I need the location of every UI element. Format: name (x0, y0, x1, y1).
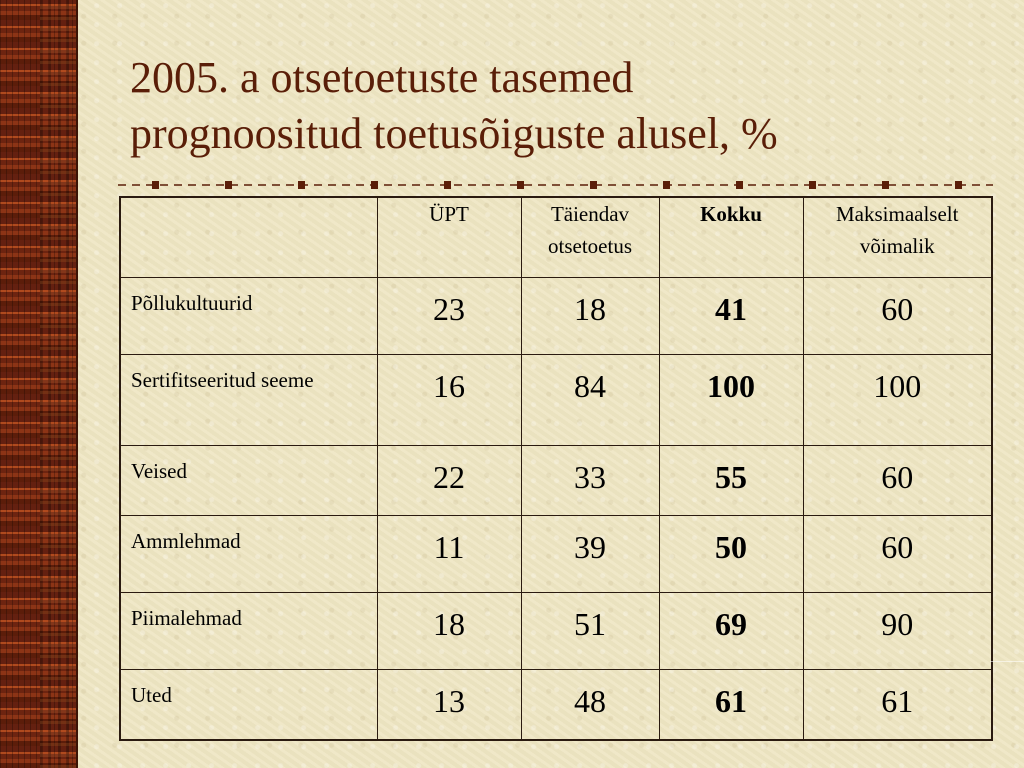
cell-kokku: 50 (659, 516, 803, 593)
side-band-texture (40, 0, 76, 768)
row-label: Sertifitseeritud seeme (120, 355, 377, 446)
cell-kokku: 69 (659, 593, 803, 670)
cell-upt: 13 (377, 670, 521, 741)
table-header-row (120, 197, 992, 278)
title-line-1: 2005. a otsetoetuste tasemed (130, 53, 634, 102)
table-row (120, 278, 992, 355)
table-row (120, 516, 992, 593)
slide-title (130, 50, 990, 162)
table-row (120, 670, 992, 741)
cell-max: 61 (803, 670, 992, 741)
divider-marker (444, 181, 451, 189)
header-kokku: Kokku (659, 197, 803, 278)
row-label: Piimalehmad (120, 593, 377, 670)
header-maksimaalselt: Maksimaalselt võimalik (803, 197, 992, 278)
divider-marker (298, 181, 305, 189)
cell-max: 90 (803, 593, 992, 670)
cell-upt: 16 (377, 355, 521, 446)
cell-max: 60 (803, 446, 992, 516)
cell-taiendav: 51 (521, 593, 659, 670)
divider-marker (517, 181, 524, 189)
divider-marker (882, 181, 889, 189)
table-row (120, 355, 992, 446)
cell-max: 60 (803, 516, 992, 593)
table-row (120, 446, 992, 516)
decorative-side-band (0, 0, 78, 768)
decorative-line (990, 661, 1024, 662)
cell-taiendav: 39 (521, 516, 659, 593)
divider-marker (371, 181, 378, 189)
divider-marker (955, 181, 962, 189)
divider-marker (809, 181, 816, 189)
row-label: Põllukultuurid (120, 278, 377, 355)
row-label: Ammlehmad (120, 516, 377, 593)
cell-max: 100 (803, 355, 992, 446)
cell-taiendav: 18 (521, 278, 659, 355)
header-taiendav: Täiendav otsetoetus (521, 197, 659, 278)
cell-kokku: 55 (659, 446, 803, 516)
divider-marker (736, 181, 743, 189)
divider-marker (590, 181, 597, 189)
divider-marker (225, 181, 232, 189)
cell-upt: 23 (377, 278, 521, 355)
divider-marker (152, 181, 159, 189)
header-empty (120, 197, 377, 278)
cell-taiendav: 84 (521, 355, 659, 446)
cell-upt: 22 (377, 446, 521, 516)
divider-graphic (118, 180, 993, 190)
row-label: Veised (120, 446, 377, 516)
header-upt: ÜPT (377, 197, 521, 278)
cell-taiendav: 48 (521, 670, 659, 741)
data-table (119, 196, 993, 741)
cell-upt: 18 (377, 593, 521, 670)
cell-upt: 11 (377, 516, 521, 593)
title-line-2: prognoositud toetusõiguste alusel, % (130, 109, 778, 158)
cell-taiendav: 33 (521, 446, 659, 516)
cell-kokku: 100 (659, 355, 803, 446)
row-label: Uted (120, 670, 377, 741)
divider-marker (663, 181, 670, 189)
cell-kokku: 41 (659, 278, 803, 355)
cell-kokku: 61 (659, 670, 803, 741)
dashed-divider (118, 180, 993, 190)
cell-max: 60 (803, 278, 992, 355)
table-row (120, 593, 992, 670)
